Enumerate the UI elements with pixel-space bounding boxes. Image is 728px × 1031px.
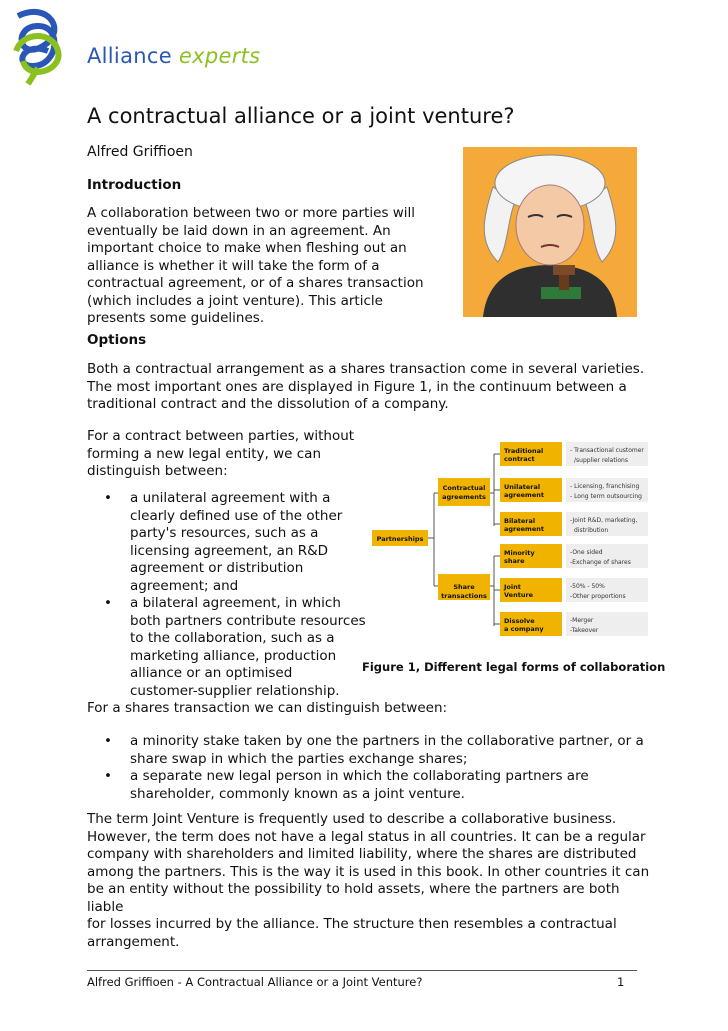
- text-line: for losses incurred by the alliance. The structure then resembles a contractual: [87, 916, 617, 932]
- judge-illustration: [463, 147, 637, 317]
- text-line: arrangement.: [87, 933, 180, 950]
- text-line: party's resources, such as a: [130, 525, 319, 541]
- diagram-svg: [370, 438, 650, 638]
- group-label: [442, 484, 486, 501]
- shares-intro: For a shares transaction we can distinguish between:: [87, 700, 448, 716]
- group-label-text-line2: transactions: [441, 592, 487, 600]
- list-item: [87, 490, 372, 595]
- text-line: marketing alliance, production: [130, 647, 337, 664]
- intro-heading: Introduction: [87, 177, 182, 193]
- intro-paragraph: [87, 205, 432, 328]
- text-line: Both a contractual arrangement as a shares transaction come in several varieties.: [87, 361, 645, 377]
- item-boxes: [500, 442, 648, 636]
- shares-list: [87, 733, 647, 803]
- text-line: to the collaboration, such as a: [130, 630, 335, 646]
- item-label-line2: Venture: [504, 591, 534, 599]
- text-line: alliance is whether it will take the form of a: [87, 257, 380, 274]
- text-line: be an entity without the possibility to hold assets, where the partners are both liable: [87, 881, 620, 915]
- text-line: both partners contribute resources: [130, 612, 366, 629]
- item-note: - Transactional customer: [570, 447, 644, 454]
- text-line: a unilateral agreement with a: [130, 490, 331, 506]
- text-line: clearly defined use of the other: [130, 507, 343, 524]
- text-line: A collaboration between two or more parties will: [87, 205, 416, 221]
- item-note: -Other proportions: [570, 593, 626, 600]
- document-title: A contractual alliance or a joint venture?: [87, 104, 515, 128]
- list-item: [87, 595, 372, 700]
- text-line: company with shareholders and limited liability, where the shares are distributed: [87, 846, 637, 862]
- text-line: among the partners. This is the way it is used in this book. In other countries it can: [87, 863, 650, 880]
- text-line: contractual agreement, or of a shares transaction: [87, 275, 424, 291]
- options-paragraph: [87, 361, 647, 414]
- text-line: alliance or an optimised: [130, 665, 293, 681]
- joint-venture-paragraph: [87, 811, 657, 951]
- item-note: - Licensing, franchising: [570, 483, 640, 490]
- text-line: forming a new legal entity, we can: [87, 445, 322, 462]
- text-line: However, the term does not have a legal status in all countries. It can be a regular: [87, 828, 646, 845]
- item-label-line1: Traditional: [504, 447, 544, 455]
- footer-divider: [87, 970, 637, 971]
- author-name: Alfred Griffioen: [87, 144, 193, 160]
- text-line: share swap in which the parties exchange shares;: [130, 750, 468, 767]
- bullet: •: [104, 768, 112, 784]
- bullet: •: [104, 733, 112, 749]
- group-box: [438, 478, 490, 506]
- item-label-line2: share: [504, 557, 525, 565]
- text-line: The most important ones are displayed in Figure 1, in the continuum between a: [87, 378, 627, 395]
- text-line: (which includes a joint venture). This article: [87, 292, 383, 309]
- text-line: traditional contract and the dissolution of a company.: [87, 396, 449, 412]
- item-label-line2: a company: [504, 625, 544, 633]
- figure-caption: Figure 1, Different legal forms of collaboration: [362, 660, 666, 674]
- text-line: customer-supplier relationship.: [130, 682, 340, 699]
- text-line: eventually be laid down in an agreement. An: [87, 222, 391, 239]
- text-line: distinguish between:: [87, 463, 228, 479]
- text-line: The term Joint Venture is frequently used to describe a collaborative business.: [87, 811, 617, 827]
- item-note: distribution: [574, 527, 609, 534]
- item-label-line1: Minority: [504, 549, 535, 557]
- item-note: -Merger: [570, 617, 594, 624]
- text-line: a bilateral agreement, in which: [130, 595, 341, 611]
- contract-intro-paragraph: [87, 428, 357, 481]
- list-item: [87, 768, 647, 803]
- item-texts: [503, 447, 644, 634]
- item-note: -One sided: [570, 549, 603, 556]
- text-line: presents some guidelines.: [87, 310, 265, 326]
- knot-logo: [8, 6, 70, 86]
- text-line: a minority stake taken by one the partners in the collaborative partner, or a: [130, 733, 644, 749]
- group-label-text: Share: [453, 583, 475, 591]
- options-heading: Options: [87, 332, 147, 348]
- text-line: shareholder, commonly known as a joint venture.: [130, 785, 465, 802]
- brand-name: [87, 44, 260, 68]
- text-line: important choice to make when fleshing out an: [87, 240, 407, 256]
- bullet: •: [104, 595, 112, 611]
- brand-main: Alliance: [87, 44, 172, 68]
- text-line: licensing agreement, an R&D: [130, 542, 329, 559]
- footer-text: Alfred Griffioen - A Contractual Alliance or a Joint Venture?: [87, 975, 423, 989]
- item-label-line1: Dissolve: [504, 617, 535, 625]
- list-item: [87, 733, 647, 768]
- item-label-line2: agreement: [504, 525, 544, 533]
- page-number: 1: [617, 975, 625, 989]
- text-line: For a contract between parties, without: [87, 428, 355, 444]
- text-line: a separate new legal person in which the collaborating partners are: [130, 768, 589, 784]
- item-note: -Takeover: [570, 627, 599, 634]
- item-label-line1: Bilateral: [504, 517, 536, 525]
- item-note: -Exchange of shares: [570, 559, 631, 566]
- item-label-line1: Unilateral: [504, 483, 541, 491]
- contract-list: [87, 490, 372, 700]
- root-label: Partnerships: [376, 535, 424, 543]
- group-label-text: Contractual: [442, 484, 486, 492]
- text-line: agreement; and: [130, 577, 239, 594]
- item-note: - Long term outsourcing: [570, 493, 642, 500]
- brand-accent: experts: [178, 44, 261, 68]
- item-label-line2: agreement: [504, 491, 544, 499]
- item-label-line2: contract: [504, 455, 535, 463]
- group-label-text-line2: agreements: [442, 493, 486, 501]
- item-label: [504, 483, 544, 499]
- item-label-line1: Joint: [504, 583, 521, 591]
- item-note: -Joint R&D, marketing,: [570, 517, 638, 524]
- bullet: •: [104, 490, 112, 506]
- item-note: -50% - 50%: [570, 583, 605, 590]
- text-line: agreement or distribution: [130, 560, 304, 576]
- legal-forms-diagram: [370, 438, 650, 638]
- item-note: /supplier relations: [574, 457, 628, 464]
